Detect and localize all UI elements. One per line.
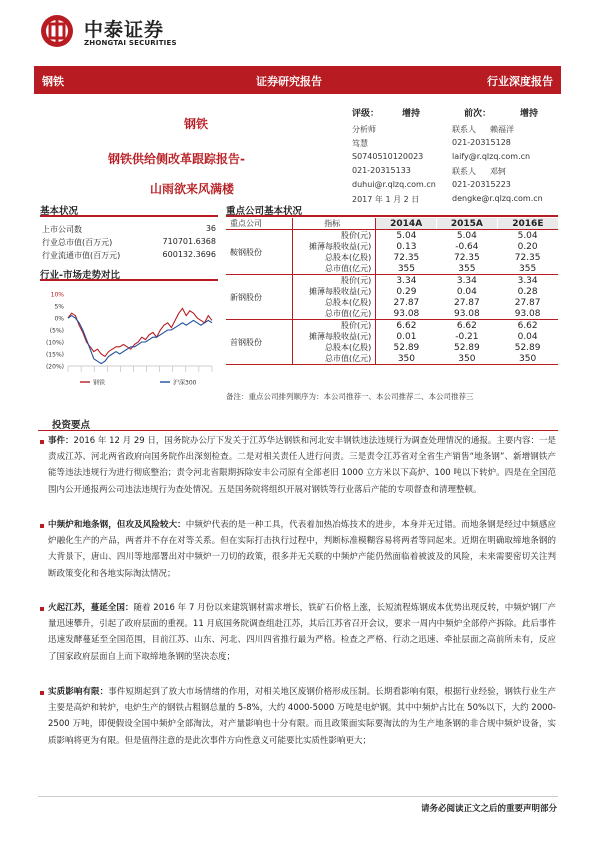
metric-label: 摊薄每股收益(元) <box>293 331 376 342</box>
metric-value: 0.29 <box>396 286 417 297</box>
basic-status-heading: 基本状况 <box>40 203 218 217</box>
table-note: 备注：重点公司排列顺序为：本公司推荐一、本公司推荐二、本公司推荐三 <box>226 392 474 401</box>
y-tick-label: 5% <box>54 303 64 311</box>
y-tick-label: (5%) <box>49 327 64 335</box>
rating-value: 增持 <box>402 109 421 119</box>
info-key: 行业总市值(百万元) <box>42 238 113 247</box>
report-subtitle: 山雨欲来风满楼 <box>150 182 235 196</box>
col-company: 重点公司 <box>226 218 293 230</box>
analyst-phone: 021-20315133 <box>352 166 411 175</box>
point-lead: 火起江苏，蔓延全国： <box>48 603 134 613</box>
point-text: 中频炉代表的是一种工具，代表着加热冶炼技术的进步，本身并无过错。而地条钢是经过中频感应炉融化生产的产品，两者并不存在对等关系。但在实际打击执行过程中，判断标准模糊容易将两者等同起来。近期在明确取缔地条钢的大背景下，唐山、四川等地部署出对中频炉一刀切的政策，很多并无关联的中频炉产能仍然面临着被波及的风险，未来需要密切关注判断政策变化和各地实际淘汰情况； <box>48 520 556 579</box>
metric-value: 72.35 <box>514 252 541 263</box>
y-tick-label: 0% <box>54 315 64 323</box>
contact2-phone: 021-20315223 <box>452 180 511 189</box>
metric-value: 355 <box>497 263 558 275</box>
metric-label: 摊薄每股收益(元) <box>293 286 376 297</box>
metric-value: 52.89 <box>514 342 541 353</box>
metric-value: 52.89 <box>453 342 480 353</box>
metric-value: 355 <box>376 263 437 275</box>
metric-value: 350 <box>437 353 498 365</box>
metric-value: 355 <box>437 263 498 275</box>
table-row <box>226 230 558 242</box>
metric-label: 摊薄每股收益(元) <box>293 241 376 252</box>
point-text: 事件短期起到了放大市场情绪的作用，对相关地区废钢价格形成压制。长期看影响有限，根据行业经验，钢铁行业生产主要是高炉和转炉，电炉生产的钢铁占粗钢总量的 5-8%，大约 4000-5000 万吨是电炉钢。其中中频炉占比在 50%以下，大约 2000-2500 万吨，即便假设全国中频炉全部淘汰，对产量影响也十分有限。而且政策面实际要淘汰的为生产地条钢的非合规中频炉设备，实质影响将更为有限。但是值得注意的是此次事件方向性意义可能要比实质性影响更大； <box>48 687 556 746</box>
legend-label: 沪深300 <box>173 379 197 387</box>
company-name: 首钢股份 <box>226 320 293 365</box>
col-year: 2014A <box>376 218 437 230</box>
point-lead: 中频炉和地条钢，但攻及风险较大： <box>48 520 186 530</box>
info-value: 600132.3696 <box>162 250 216 259</box>
point-lead: 事件： <box>48 436 74 446</box>
report-title: 钢铁供给侧改革跟踪报告- <box>108 152 245 166</box>
metric-label: 股价(元) <box>293 320 376 332</box>
col-year: 2015A <box>437 218 498 230</box>
metric-value: 27.87 <box>393 297 420 308</box>
metric-value: 0.01 <box>396 331 417 342</box>
rating-label: 评级： <box>352 109 380 119</box>
y-tick-label: (10%) <box>45 339 64 347</box>
y-tick-label: (15%) <box>45 351 64 359</box>
metric-value: 72.35 <box>453 252 480 263</box>
report-industry-title: 钢铁 <box>184 117 209 131</box>
metric-value: 93.08 <box>437 308 498 320</box>
contact1-role: 联系人 <box>452 125 476 134</box>
metric-value: 350 <box>497 353 558 365</box>
metric-value: 0.13 <box>396 241 417 252</box>
metric-value: 0.20 <box>517 241 538 252</box>
metric-value: 52.89 <box>393 342 420 353</box>
metric-value: 3.34 <box>396 275 417 286</box>
company-table <box>226 218 558 365</box>
prev-rating-value: 增持 <box>520 109 539 119</box>
metric-value: -0.21 <box>455 331 479 342</box>
metric-value: 3.34 <box>517 275 538 286</box>
contact1-email: laify@r.qlzq.com.cn <box>452 152 531 161</box>
prev-rating-label: 前次： <box>464 109 492 119</box>
table-header-row <box>226 218 558 230</box>
analyst-name: 笃慧 <box>352 139 368 148</box>
metric-value: 0.28 <box>517 286 538 297</box>
metric-label: 总市值(亿元) <box>293 353 376 365</box>
point-risk <box>48 517 556 582</box>
report-type-label: 行业深度报告 <box>487 75 553 88</box>
metric-value: 93.08 <box>497 308 558 320</box>
zhongtai-logo <box>40 14 74 48</box>
company-name: 新钢股份 <box>226 275 293 320</box>
contact1-phone: 021-20315128 <box>452 138 511 147</box>
metric-value: 6.62 <box>517 320 538 331</box>
footer-disclaimer: 请务必阅读正文之后的重要声明部分 <box>420 804 557 814</box>
info-value: 710701.6368 <box>162 237 216 246</box>
metric-value: 5.04 <box>517 230 538 241</box>
analyst-email: duhui@r.qlzq.com.cn <box>352 180 436 189</box>
bullet-icon <box>40 607 44 611</box>
y-tick-label: (20%) <box>45 363 64 371</box>
metric-value: 27.87 <box>514 297 541 308</box>
footer-divider <box>38 796 558 797</box>
metric-value: 72.35 <box>393 252 420 263</box>
metric-label: 股价(元) <box>293 230 376 242</box>
contact2-email: dengke@r.qlzq.com.cn <box>452 194 543 203</box>
industry-label: 钢铁 <box>42 75 64 88</box>
investment-points-heading: 投资要点 <box>38 417 558 431</box>
metric-value: 5.04 <box>456 230 477 241</box>
point-lead: 实质影响有限： <box>48 687 109 697</box>
metric-value: 6.62 <box>396 320 417 331</box>
report-kind-label: 证券研究报告 <box>256 75 322 88</box>
series-line-0 <box>68 308 212 356</box>
metric-value: 0.04 <box>517 331 538 342</box>
metric-label: 总市值(亿元) <box>293 308 376 320</box>
metric-value: 0.04 <box>456 286 477 297</box>
col-year: 2016E <box>497 218 558 230</box>
point-spread <box>48 600 556 665</box>
table-row <box>226 275 558 287</box>
market-trend-heading: 行业-市场走势对比 <box>40 267 218 281</box>
analyst-role: 分析师 <box>352 125 376 134</box>
logo-chinese-name: 中泰证券 <box>84 19 165 41</box>
metric-value: 350 <box>376 353 437 365</box>
metric-value: 6.62 <box>456 320 477 331</box>
legend-label: 钢铁 <box>93 379 106 387</box>
report-date: 2017 年 1 月 2 日 <box>352 195 420 204</box>
analyst-cert: S0740510120023 <box>352 152 424 161</box>
company-name: 鞍钢股份 <box>226 230 293 275</box>
logo-english-name: ZHONGTAI SECURITIES <box>84 39 177 47</box>
contact2-name: 邓轲 <box>490 167 506 176</box>
metric-label: 总股本(亿股) <box>293 342 376 353</box>
header-band <box>34 66 561 94</box>
point-impact <box>48 684 556 749</box>
metric-label: 股价(元) <box>293 275 376 287</box>
market-trend-chart <box>40 290 218 390</box>
metric-value: -0.64 <box>455 241 479 252</box>
contact2-role: 联系人 <box>452 167 476 176</box>
metric-label: 总股本(亿股) <box>293 297 376 308</box>
company-status-heading: 重点公司基本状况 <box>226 203 558 217</box>
point-text: 随着 2016 年 7 月份以来建筑钢材需求增长，铁矿石价格上涨，长短流程炼钢成本优势出现反转，中频炉钢厂产量迅速攀升，引起了政府层面的重视。11 月底国务院调查组赴江苏，其后江苏省召开会议，要求一周内中频炉全部停产拆除。此后事件迅速发酵蔓延至全国范围，目前江苏、山东、河北、四川四省推行最为严格。检查之严格、行动之迅速、牵扯层面之高前所未有，反应了国家政府层面自上而下取缔地条钢的坚决态度； <box>48 603 556 662</box>
metric-value: 93.08 <box>376 308 437 320</box>
metric-value: 3.34 <box>456 275 477 286</box>
metric-value: 5.04 <box>396 230 417 241</box>
table-row <box>226 320 558 332</box>
contact1-name: 赖福洋 <box>490 125 514 134</box>
point-text: 2016 年 12 月 29 日，国务院办公厅下发关于江苏华达钢铁和河北安丰钢铁违法违规行为调查处理情况的通报。主要内容：一是责成江苏、河北两省政府向国务院作出深刻检查。二是对相关责任人进行问责。三是责令江苏省对全省生产销售“地条钢”、新增钢铁产能等违法违规行为进行彻底整治；责令河北省限期拆除安丰公司原有全部老旧 1000 立方米以下高炉、100 吨以下转炉。四是在全国范围内公开通报两公司违法违规行为查处情况。五是国务院将组织开展对钢铁等行业落后产能的专项督查和清理整顿。 <box>48 436 556 495</box>
info-key: 行业流通市值(百万元) <box>42 251 121 260</box>
info-value: 36 <box>205 224 216 233</box>
metric-value: 27.87 <box>453 297 480 308</box>
col-metric: 指标 <box>293 218 376 230</box>
bullet-icon <box>40 440 44 444</box>
metric-label: 总市值(亿元) <box>293 263 376 275</box>
bullet-icon <box>40 691 44 695</box>
info-key: 上市公司数 <box>42 225 82 234</box>
metric-label: 总股本(亿股) <box>293 252 376 263</box>
bullet-icon <box>40 524 44 528</box>
point-event <box>48 433 556 498</box>
y-tick-label: 10% <box>50 291 64 299</box>
